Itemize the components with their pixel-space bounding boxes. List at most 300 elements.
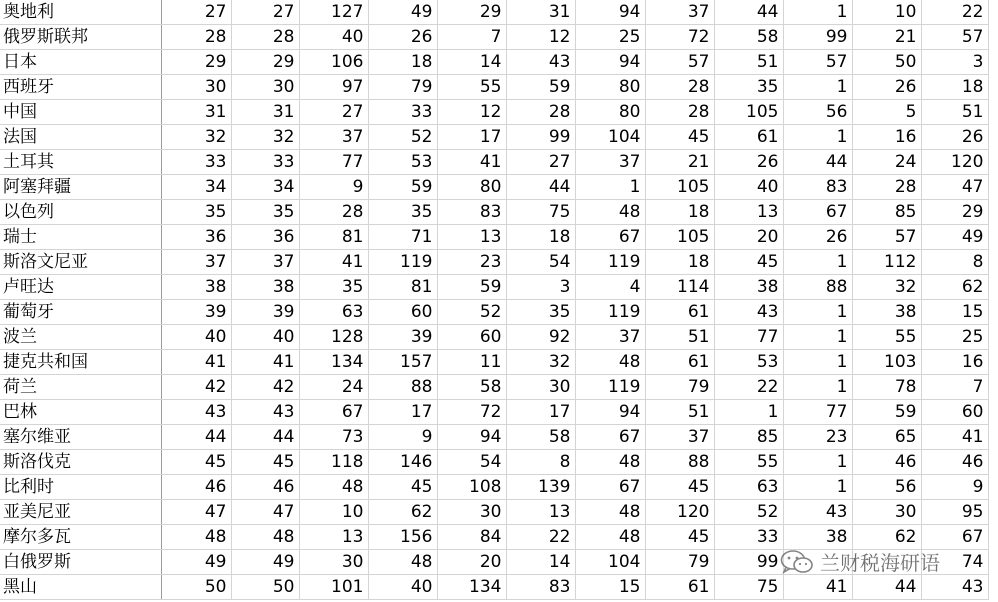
value-cell[interactable]: 14 xyxy=(506,550,575,575)
country-cell[interactable]: 中国 xyxy=(0,100,161,125)
value-cell[interactable]: 83 xyxy=(783,175,852,200)
value-cell[interactable]: 119 xyxy=(575,300,645,325)
country-cell[interactable]: 以色列 xyxy=(0,200,161,225)
value-cell[interactable]: 26 xyxy=(714,150,783,175)
value-cell[interactable]: 46 xyxy=(921,450,988,475)
value-cell[interactable]: 31 xyxy=(161,100,231,125)
value-cell[interactable]: 35 xyxy=(506,300,575,325)
value-cell[interactable]: 35 xyxy=(299,275,368,300)
value-cell[interactable]: 12 xyxy=(506,25,575,50)
value-cell[interactable]: 61 xyxy=(645,350,714,375)
value-cell[interactable]: 81 xyxy=(299,225,368,250)
value-cell[interactable]: 30 xyxy=(506,375,575,400)
value-cell[interactable]: 79 xyxy=(368,75,437,100)
value-cell[interactable]: 50 xyxy=(852,50,921,75)
country-cell[interactable]: 亚美尼亚 xyxy=(0,500,161,525)
value-cell[interactable]: 24 xyxy=(852,150,921,175)
value-cell[interactable]: 20 xyxy=(714,225,783,250)
value-cell[interactable]: 48 xyxy=(575,200,645,225)
value-cell[interactable]: 37 xyxy=(231,250,299,275)
value-cell[interactable]: 22 xyxy=(714,375,783,400)
value-cell[interactable]: 33 xyxy=(714,525,783,550)
value-cell[interactable]: 54 xyxy=(437,450,506,475)
value-cell[interactable]: 128 xyxy=(299,325,368,350)
value-cell[interactable]: 9 xyxy=(368,425,437,450)
value-cell[interactable]: 36 xyxy=(231,225,299,250)
value-cell[interactable]: 49 xyxy=(231,550,299,575)
value-cell[interactable]: 92 xyxy=(506,325,575,350)
value-cell[interactable]: 39 xyxy=(231,300,299,325)
value-cell[interactable]: 157 xyxy=(368,350,437,375)
value-cell[interactable]: 80 xyxy=(437,175,506,200)
value-cell[interactable]: 28 xyxy=(299,200,368,225)
value-cell[interactable]: 12 xyxy=(437,100,506,125)
value-cell[interactable]: 77 xyxy=(299,150,368,175)
value-cell[interactable]: 37 xyxy=(299,125,368,150)
value-cell[interactable]: 55 xyxy=(437,75,506,100)
country-cell[interactable]: 比利时 xyxy=(0,475,161,500)
value-cell[interactable]: 94 xyxy=(575,400,645,425)
value-cell[interactable]: 1 xyxy=(783,450,852,475)
value-cell[interactable]: 1 xyxy=(714,400,783,425)
value-cell[interactable]: 59 xyxy=(368,175,437,200)
value-cell[interactable]: 99 xyxy=(714,550,783,575)
value-cell[interactable]: 30 xyxy=(437,500,506,525)
value-cell[interactable]: 99 xyxy=(783,25,852,50)
value-cell[interactable]: 134 xyxy=(299,350,368,375)
value-cell[interactable]: 80 xyxy=(575,100,645,125)
value-cell[interactable]: 1 xyxy=(783,125,852,150)
country-cell[interactable]: 瑞士 xyxy=(0,225,161,250)
value-cell[interactable]: 28 xyxy=(231,25,299,50)
value-cell[interactable]: 17 xyxy=(437,125,506,150)
value-cell[interactable]: 67 xyxy=(575,225,645,250)
value-cell[interactable]: 1 xyxy=(783,250,852,275)
value-cell[interactable]: 17 xyxy=(368,400,437,425)
value-cell[interactable]: 45 xyxy=(645,125,714,150)
value-cell[interactable]: 29 xyxy=(161,50,231,75)
value-cell[interactable]: 105 xyxy=(645,225,714,250)
value-cell[interactable]: 1 xyxy=(783,325,852,350)
value-cell[interactable]: 48 xyxy=(368,550,437,575)
value-cell[interactable]: 77 xyxy=(714,325,783,350)
value-cell[interactable]: 10 xyxy=(299,500,368,525)
country-cell[interactable]: 葡萄牙 xyxy=(0,300,161,325)
value-cell[interactable]: 3 xyxy=(921,50,988,75)
value-cell[interactable]: 27 xyxy=(231,0,299,25)
value-cell[interactable]: 29 xyxy=(437,0,506,25)
value-cell[interactable]: 37 xyxy=(161,250,231,275)
value-cell[interactable]: 31 xyxy=(506,0,575,25)
value-cell[interactable]: 62 xyxy=(368,500,437,525)
value-cell[interactable]: 105 xyxy=(645,175,714,200)
value-cell[interactable]: 37 xyxy=(645,0,714,25)
value-cell[interactable]: 44 xyxy=(714,0,783,25)
value-cell[interactable]: 11 xyxy=(437,350,506,375)
value-cell[interactable]: 79 xyxy=(645,375,714,400)
value-cell[interactable]: 30 xyxy=(161,75,231,100)
value-cell[interactable]: 1 xyxy=(783,350,852,375)
value-cell[interactable]: 17 xyxy=(506,400,575,425)
value-cell[interactable]: 44 xyxy=(506,175,575,200)
value-cell[interactable]: 120 xyxy=(921,150,988,175)
value-cell[interactable] xyxy=(852,550,921,575)
value-cell[interactable]: 55 xyxy=(852,325,921,350)
value-cell[interactable]: 33 xyxy=(231,150,299,175)
value-cell[interactable]: 63 xyxy=(714,475,783,500)
value-cell[interactable]: 57 xyxy=(852,225,921,250)
value-cell[interactable]: 37 xyxy=(575,325,645,350)
value-cell[interactable]: 45 xyxy=(645,475,714,500)
value-cell[interactable]: 28 xyxy=(645,75,714,100)
value-cell[interactable]: 35 xyxy=(161,200,231,225)
country-cell[interactable]: 荷兰 xyxy=(0,375,161,400)
value-cell[interactable]: 56 xyxy=(852,475,921,500)
value-cell[interactable]: 67 xyxy=(921,525,988,550)
value-cell[interactable]: 1 xyxy=(575,175,645,200)
value-cell[interactable]: 62 xyxy=(852,525,921,550)
value-cell[interactable]: 42 xyxy=(231,375,299,400)
value-cell[interactable]: 15 xyxy=(575,575,645,600)
value-cell[interactable]: 29 xyxy=(231,50,299,75)
value-cell[interactable]: 50 xyxy=(231,575,299,600)
value-cell[interactable]: 101 xyxy=(299,575,368,600)
country-cell[interactable]: 斯洛文尼亚 xyxy=(0,250,161,275)
value-cell[interactable]: 48 xyxy=(575,500,645,525)
value-cell[interactable]: 28 xyxy=(645,100,714,125)
country-cell[interactable]: 卢旺达 xyxy=(0,275,161,300)
value-cell[interactable]: 33 xyxy=(368,100,437,125)
country-cell[interactable]: 土耳其 xyxy=(0,150,161,175)
value-cell[interactable]: 38 xyxy=(783,525,852,550)
value-cell[interactable]: 120 xyxy=(645,500,714,525)
value-cell[interactable]: 16 xyxy=(921,350,988,375)
value-cell[interactable]: 94 xyxy=(437,425,506,450)
value-cell[interactable]: 61 xyxy=(645,300,714,325)
value-cell[interactable]: 7 xyxy=(437,25,506,50)
value-cell[interactable]: 156 xyxy=(368,525,437,550)
country-cell[interactable]: 俄罗斯联邦 xyxy=(0,25,161,50)
value-cell[interactable]: 53 xyxy=(368,150,437,175)
value-cell[interactable]: 105 xyxy=(714,100,783,125)
value-cell[interactable]: 88 xyxy=(368,375,437,400)
value-cell[interactable]: 26 xyxy=(368,25,437,50)
value-cell[interactable]: 43 xyxy=(506,50,575,75)
value-cell[interactable]: 40 xyxy=(368,575,437,600)
value-cell[interactable]: 45 xyxy=(645,525,714,550)
value-cell[interactable]: 22 xyxy=(921,0,988,25)
value-cell[interactable]: 55 xyxy=(714,450,783,475)
value-cell[interactable]: 51 xyxy=(921,100,988,125)
value-cell[interactable]: 18 xyxy=(368,50,437,75)
value-cell[interactable]: 45 xyxy=(714,250,783,275)
value-cell[interactable]: 67 xyxy=(575,425,645,450)
value-cell[interactable]: 94 xyxy=(575,50,645,75)
value-cell[interactable]: 84 xyxy=(437,525,506,550)
value-cell[interactable]: 7 xyxy=(921,375,988,400)
value-cell[interactable]: 50 xyxy=(161,575,231,600)
value-cell[interactable]: 119 xyxy=(368,250,437,275)
value-cell[interactable]: 49 xyxy=(368,0,437,25)
value-cell[interactable]: 1 xyxy=(783,75,852,100)
value-cell[interactable]: 44 xyxy=(161,425,231,450)
value-cell[interactable]: 75 xyxy=(506,200,575,225)
country-cell[interactable]: 西班牙 xyxy=(0,75,161,100)
value-cell[interactable]: 112 xyxy=(852,250,921,275)
value-cell[interactable]: 54 xyxy=(506,250,575,275)
value-cell[interactable]: 83 xyxy=(437,200,506,225)
country-cell[interactable]: 黑山 xyxy=(0,575,161,600)
value-cell[interactable]: 40 xyxy=(299,25,368,50)
value-cell[interactable]: 42 xyxy=(161,375,231,400)
country-cell[interactable]: 白俄罗斯 xyxy=(0,550,161,575)
value-cell[interactable]: 58 xyxy=(506,425,575,450)
value-cell[interactable]: 104 xyxy=(575,550,645,575)
value-cell[interactable]: 80 xyxy=(575,75,645,100)
value-cell[interactable]: 51 xyxy=(645,400,714,425)
value-cell[interactable]: 118 xyxy=(299,450,368,475)
value-cell[interactable]: 48 xyxy=(575,525,645,550)
value-cell[interactable]: 67 xyxy=(299,400,368,425)
value-cell[interactable]: 60 xyxy=(368,300,437,325)
value-cell[interactable]: 57 xyxy=(921,25,988,50)
value-cell[interactable]: 4 xyxy=(575,275,645,300)
value-cell[interactable]: 26 xyxy=(921,125,988,150)
value-cell[interactable]: 41 xyxy=(921,425,988,450)
value-cell[interactable]: 72 xyxy=(437,400,506,425)
value-cell[interactable]: 97 xyxy=(299,75,368,100)
value-cell[interactable]: 34 xyxy=(161,175,231,200)
value-cell[interactable]: 67 xyxy=(783,200,852,225)
value-cell[interactable]: 39 xyxy=(368,325,437,350)
value-cell[interactable]: 8 xyxy=(921,250,988,275)
value-cell[interactable]: 58 xyxy=(437,375,506,400)
value-cell[interactable]: 32 xyxy=(506,350,575,375)
value-cell[interactable]: 119 xyxy=(575,375,645,400)
value-cell[interactable]: 88 xyxy=(645,450,714,475)
value-cell[interactable]: 26 xyxy=(852,75,921,100)
value-cell[interactable]: 45 xyxy=(231,450,299,475)
value-cell[interactable]: 18 xyxy=(506,225,575,250)
value-cell[interactable]: 52 xyxy=(368,125,437,150)
value-cell[interactable]: 59 xyxy=(852,400,921,425)
country-cell[interactable]: 巴林 xyxy=(0,400,161,425)
value-cell[interactable]: 73 xyxy=(299,425,368,450)
value-cell[interactable]: 51 xyxy=(714,50,783,75)
value-cell[interactable]: 71 xyxy=(368,225,437,250)
value-cell[interactable]: 41 xyxy=(231,350,299,375)
value-cell[interactable]: 1 xyxy=(783,475,852,500)
value-cell[interactable]: 30 xyxy=(299,550,368,575)
value-cell[interactable]: 30 xyxy=(852,500,921,525)
value-cell[interactable]: 94 xyxy=(575,0,645,25)
value-cell[interactable]: 13 xyxy=(506,500,575,525)
value-cell[interactable]: 44 xyxy=(852,575,921,600)
value-cell[interactable]: 44 xyxy=(231,425,299,450)
value-cell[interactable]: 8 xyxy=(506,450,575,475)
value-cell[interactable]: 3 xyxy=(506,275,575,300)
value-cell[interactable]: 43 xyxy=(921,575,988,600)
value-cell[interactable]: 35 xyxy=(231,200,299,225)
value-cell[interactable]: 41 xyxy=(299,250,368,275)
value-cell[interactable]: 41 xyxy=(161,350,231,375)
value-cell[interactable]: 14 xyxy=(437,50,506,75)
value-cell[interactable]: 9 xyxy=(299,175,368,200)
value-cell[interactable]: 146 xyxy=(368,450,437,475)
value-cell[interactable]: 83 xyxy=(506,575,575,600)
value-cell[interactable]: 106 xyxy=(299,50,368,75)
value-cell[interactable]: 48 xyxy=(299,475,368,500)
value-cell[interactable]: 95 xyxy=(921,500,988,525)
value-cell[interactable]: 44 xyxy=(783,150,852,175)
value-cell[interactable]: 18 xyxy=(645,250,714,275)
value-cell[interactable]: 72 xyxy=(645,25,714,50)
value-cell[interactable]: 53 xyxy=(714,350,783,375)
value-cell[interactable]: 47 xyxy=(161,500,231,525)
value-cell[interactable]: 58 xyxy=(714,25,783,50)
value-cell[interactable]: 21 xyxy=(852,25,921,50)
value-cell[interactable]: 28 xyxy=(506,100,575,125)
value-cell[interactable]: 27 xyxy=(161,0,231,25)
value-cell[interactable]: 10 xyxy=(852,0,921,25)
value-cell[interactable]: 38 xyxy=(714,275,783,300)
value-cell[interactable]: 51 xyxy=(645,325,714,350)
value-cell[interactable]: 85 xyxy=(714,425,783,450)
value-cell[interactable]: 34 xyxy=(231,175,299,200)
value-cell[interactable]: 33 xyxy=(161,150,231,175)
value-cell[interactable]: 59 xyxy=(437,275,506,300)
value-cell[interactable]: 79 xyxy=(645,550,714,575)
value-cell[interactable]: 43 xyxy=(161,400,231,425)
value-cell[interactable]: 104 xyxy=(575,125,645,150)
value-cell[interactable]: 43 xyxy=(714,300,783,325)
value-cell[interactable]: 13 xyxy=(437,225,506,250)
value-cell[interactable]: 81 xyxy=(368,275,437,300)
country-cell[interactable]: 塞尔维亚 xyxy=(0,425,161,450)
value-cell[interactable]: 41 xyxy=(437,150,506,175)
value-cell[interactable]: 88 xyxy=(783,275,852,300)
country-cell[interactable]: 日本 xyxy=(0,50,161,75)
value-cell[interactable]: 27 xyxy=(506,150,575,175)
value-cell[interactable]: 32 xyxy=(161,125,231,150)
value-cell[interactable]: 75 xyxy=(714,575,783,600)
country-cell[interactable]: 摩尔多瓦 xyxy=(0,525,161,550)
value-cell[interactable]: 38 xyxy=(231,275,299,300)
value-cell[interactable]: 103 xyxy=(852,350,921,375)
value-cell[interactable]: 60 xyxy=(921,400,988,425)
value-cell[interactable]: 99 xyxy=(506,125,575,150)
value-cell[interactable]: 37 xyxy=(575,150,645,175)
value-cell[interactable]: 40 xyxy=(161,325,231,350)
value-cell[interactable]: 25 xyxy=(575,25,645,50)
country-cell[interactable]: 捷克共和国 xyxy=(0,350,161,375)
value-cell[interactable]: 18 xyxy=(921,75,988,100)
value-cell[interactable]: 77 xyxy=(783,400,852,425)
value-cell[interactable]: 46 xyxy=(852,450,921,475)
value-cell[interactable]: 61 xyxy=(714,125,783,150)
value-cell[interactable]: 48 xyxy=(161,525,231,550)
value-cell[interactable]: 15 xyxy=(921,300,988,325)
value-cell[interactable]: 21 xyxy=(645,150,714,175)
value-cell[interactable]: 18 xyxy=(645,200,714,225)
value-cell[interactable]: 61 xyxy=(645,575,714,600)
value-cell[interactable]: 39 xyxy=(161,300,231,325)
value-cell[interactable]: 32 xyxy=(231,125,299,150)
value-cell[interactable]: 35 xyxy=(368,200,437,225)
value-cell[interactable]: 114 xyxy=(645,275,714,300)
value-cell[interactable]: 47 xyxy=(231,500,299,525)
value-cell[interactable]: 40 xyxy=(231,325,299,350)
value-cell[interactable]: 119 xyxy=(575,250,645,275)
value-cell[interactable]: 22 xyxy=(506,525,575,550)
value-cell[interactable]: 38 xyxy=(161,275,231,300)
value-cell[interactable]: 37 xyxy=(645,425,714,450)
value-cell[interactable]: 36 xyxy=(161,225,231,250)
value-cell[interactable]: 29 xyxy=(921,200,988,225)
value-cell[interactable]: 13 xyxy=(714,200,783,225)
value-cell[interactable]: 52 xyxy=(714,500,783,525)
value-cell[interactable]: 1 xyxy=(783,0,852,25)
value-cell[interactable]: 63 xyxy=(299,300,368,325)
value-cell[interactable]: 85 xyxy=(852,200,921,225)
value-cell[interactable]: 9 xyxy=(921,475,988,500)
value-cell[interactable]: 31 xyxy=(231,100,299,125)
value-cell[interactable]: 108 xyxy=(437,475,506,500)
value-cell[interactable]: 43 xyxy=(231,400,299,425)
value-cell[interactable]: 65 xyxy=(852,425,921,450)
value-cell[interactable]: 32 xyxy=(852,275,921,300)
value-cell[interactable]: 25 xyxy=(921,325,988,350)
value-cell[interactable]: 23 xyxy=(783,425,852,450)
value-cell[interactable]: 60 xyxy=(437,325,506,350)
value-cell[interactable]: 47 xyxy=(921,175,988,200)
value-cell[interactable]: 45 xyxy=(161,450,231,475)
value-cell[interactable]: 46 xyxy=(161,475,231,500)
value-cell[interactable]: 35 xyxy=(714,75,783,100)
value-cell[interactable]: 38 xyxy=(852,300,921,325)
value-cell[interactable]: 40 xyxy=(714,175,783,200)
country-cell[interactable]: 奥地利 xyxy=(0,0,161,25)
value-cell[interactable]: 78 xyxy=(852,375,921,400)
value-cell[interactable]: 127 xyxy=(299,0,368,25)
value-cell[interactable]: 5 xyxy=(852,100,921,125)
value-cell[interactable]: 1 xyxy=(783,375,852,400)
value-cell[interactable]: 56 xyxy=(783,100,852,125)
country-cell[interactable]: 波兰 xyxy=(0,325,161,350)
value-cell[interactable]: 23 xyxy=(437,250,506,275)
value-cell[interactable]: 28 xyxy=(161,25,231,50)
value-cell[interactable]: 57 xyxy=(645,50,714,75)
value-cell[interactable]: 28 xyxy=(852,175,921,200)
value-cell[interactable]: 20 xyxy=(437,550,506,575)
value-cell[interactable]: 49 xyxy=(161,550,231,575)
value-cell[interactable]: 49 xyxy=(921,225,988,250)
value-cell[interactable]: 46 xyxy=(231,475,299,500)
value-cell[interactable]: 1 xyxy=(783,300,852,325)
value-cell[interactable]: 59 xyxy=(506,75,575,100)
value-cell[interactable]: 57 xyxy=(783,50,852,75)
country-cell[interactable]: 阿塞拜疆 xyxy=(0,175,161,200)
value-cell[interactable]: 48 xyxy=(575,450,645,475)
value-cell[interactable] xyxy=(783,550,852,575)
country-cell[interactable]: 法国 xyxy=(0,125,161,150)
value-cell[interactable]: 62 xyxy=(921,275,988,300)
value-cell[interactable]: 16 xyxy=(852,125,921,150)
value-cell[interactable]: 30 xyxy=(231,75,299,100)
value-cell[interactable]: 48 xyxy=(231,525,299,550)
country-cell[interactable]: 斯洛伐克 xyxy=(0,450,161,475)
value-cell[interactable]: 74 xyxy=(921,550,988,575)
